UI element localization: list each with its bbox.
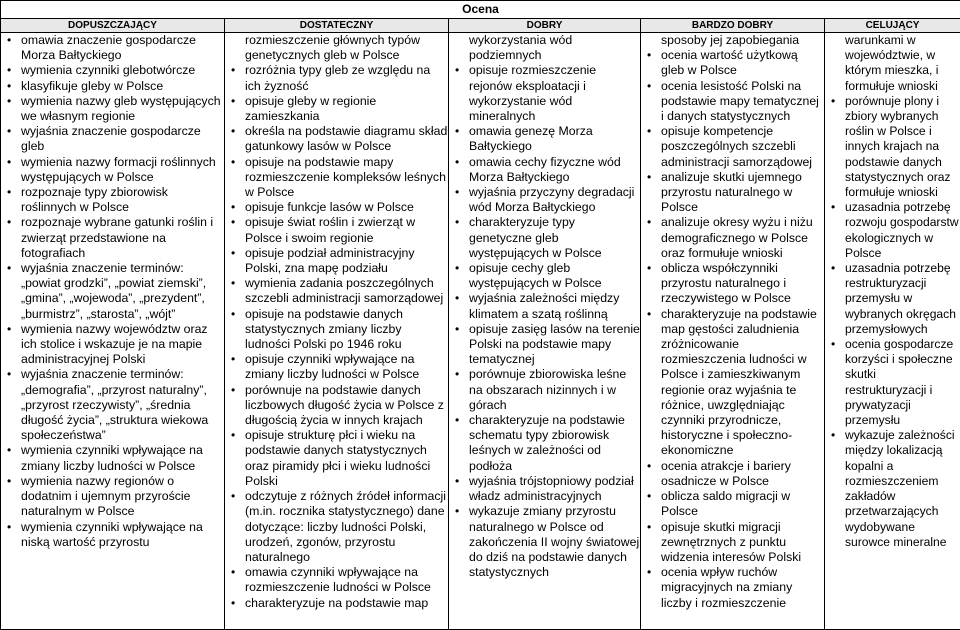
criterion-item: • charakteryzuje na podstawie map gęstości zaludnienia zróżnicowanie rozmieszczenia ludności w Polsce i zamieszkiwanym regionie oraz wyjaśnia te różnice, uwzględniając czynniki przyrodnicze, historyczne i społeczno-ekonomiczne bbox=[645, 307, 824, 459]
criterion-item: • wymienia czynniki wpływające na zmiany liczby ludności w Polsce bbox=[5, 443, 224, 473]
criterion-item: • wyjaśnia znaczenie terminów: „powiat grodzki”, „powiat ziemski”, „gmina”, „wojewoda”, „prezydent”, „burmistrz”, „starosta”, „wójt” bbox=[5, 261, 224, 322]
criterion-item: • charakteryzuje typy genetyczne gleb występujących w Polsce bbox=[453, 215, 640, 261]
header-celujacy: CELUJĄCY bbox=[825, 19, 960, 33]
criterion-item: • charakteryzuje na podstawie map bbox=[229, 596, 448, 611]
criterion-item: • porównuje zbiorowiska leśne na obszarach nizinnych i w górach bbox=[453, 367, 640, 413]
header-dopuszczajacy: DOPUSZCZAJĄCY bbox=[1, 19, 225, 33]
criterion-item: • opisuje na podstawie danych statystycznych zmiany liczby ludności Polski po 1946 roku bbox=[229, 307, 448, 353]
criterion-item: • określa na podstawie diagramu skład gatunkowy lasów w Polsce bbox=[229, 124, 448, 154]
criterion-item: • opisuje świat roślin i zwierząt w Polsce i swoim regionie bbox=[229, 215, 448, 245]
criterion-item: • opisuje na podstawie mapy rozmieszczenie kompleksów leśnych w Polsce bbox=[229, 155, 448, 201]
criterion-item: • wymienia nazwy formacji roślinnych występujących w Polsce bbox=[5, 155, 224, 185]
column-dopuszczajacy bbox=[1, 33, 225, 630]
criterion-item: • wyjaśnia znaczenie gospodarcze gleb bbox=[5, 124, 224, 154]
criterion-item: • analizuje okresy wyżu i niżu demograficznego w Polsce oraz formułuje wnioski bbox=[645, 215, 824, 261]
criteria-list bbox=[1, 33, 224, 550]
criterion-item: • charakteryzuje na podstawie schematu typy zbiorowisk leśnych w zależności od podłoża bbox=[453, 413, 640, 474]
criterion-item: • oblicza współczynniki przyrostu naturalnego i rzeczywistego w Polsce bbox=[645, 261, 824, 307]
criterion-item: • omawia znaczenie gospodarcze Morza Bałtyckiego bbox=[5, 33, 224, 63]
criterion-item: • wymienia nazwy województw oraz ich stolice i wskazuje je na mapie administracyjnej Polski bbox=[5, 322, 224, 368]
criterion-item: • opisuje funkcje lasów w Polsce bbox=[229, 200, 448, 215]
criterion-item: • ocenia atrakcje i bariery osadnicze w Polsce bbox=[645, 459, 824, 489]
criterion-item: • klasyfikuje gleby w Polsce bbox=[5, 79, 224, 94]
criterion-item: • wykazuje zmiany przyrostu naturalnego w Polsce od zakończenia II wojny światowej do dziś na podstawie danych statystycznych bbox=[453, 504, 640, 580]
criterion-item: • opisuje cechy gleb występujących w Polsce bbox=[453, 261, 640, 291]
criterion-item: • ocenia wartość użytkową gleb w Polsce bbox=[645, 48, 824, 78]
criterion-item: • rozróżnia typy gleb ze względu na ich żyzność bbox=[229, 63, 448, 93]
criterion-item: warunkami w województwie, w którym mieszka, i formułuje wnioski bbox=[829, 33, 960, 94]
criterion-item: • wymienia czynniki wpływające na niską wartość przyrostu bbox=[5, 520, 224, 550]
criterion-item: • porównuje na podstawie danych liczbowych długość życia w Polsce z długością życia w innych krajach bbox=[229, 383, 448, 429]
column-celujacy bbox=[825, 33, 960, 630]
header-dobry: DOBRY bbox=[449, 19, 641, 33]
criterion-item: • rozpoznaje typy zbiorowisk roślinnych w Polsce bbox=[5, 185, 224, 215]
criterion-item: • ocenia lesistość Polski na podstawie mapy tematycznej i danych statystycznych bbox=[645, 79, 824, 125]
criterion-item: • wymienia nazwy gleb występujących we własnym regionie bbox=[5, 94, 224, 124]
criterion-item: sposoby jej zapobiegania bbox=[645, 33, 824, 48]
header-dostateczny: DOSTATECZNY bbox=[225, 19, 449, 33]
criterion-item: • uzasadnia potrzebę rozwoju gospodarstw ekologicznych w Polsce bbox=[829, 200, 960, 261]
criterion-item: • uzasadnia potrzebę restrukturyzacji przemysłu w wybranych okręgach przemysłowych bbox=[829, 261, 960, 337]
criterion-item: • opisuje skutki migracji zewnętrznych z punktu widzenia interesów Polski bbox=[645, 520, 824, 566]
criterion-item: • wyjaśnia przyczyny degradacji wód Morza Bałtyckiego bbox=[453, 185, 640, 215]
criterion-item: • wyjaśnia trójstopniowy podział władz administracyjnych bbox=[453, 474, 640, 504]
criterion-item: • opisuje strukturę płci i wieku na podstawie danych statystycznych oraz piramidy płci i wieku ludności Polski bbox=[229, 428, 448, 489]
criterion-item: • analizuje skutki ujemnego przyrostu naturalnego w Polsce bbox=[645, 170, 824, 216]
criterion-item: • wyjaśnia znaczenie terminów: „demografia”, „przyrost naturalny”, „przyrost rzeczywisty”, „średnia długość życia”, „struktura wiekowa społeczeństwa” bbox=[5, 367, 224, 443]
criterion-item: • wyjaśnia zależności między klimatem a szatą roślinną bbox=[453, 291, 640, 321]
criterion-item: • opisuje kompetencje poszczególnych szczebli administracji samorządowej bbox=[645, 124, 824, 170]
column-dostateczny bbox=[225, 33, 449, 630]
criterion-item: • omawia genezę Morza Bałtyckiego bbox=[453, 124, 640, 154]
criterion-item: • opisuje rozmieszczenie rejonów eksploatacji i wykorzystanie wód mineralnych bbox=[453, 63, 640, 124]
criteria-list bbox=[225, 33, 448, 611]
criterion-item: • opisuje czynniki wpływające na zmiany liczby ludności w Polsce bbox=[229, 352, 448, 382]
criterion-item: rozmieszczenie głównych typów genetycznych gleb w Polsce bbox=[229, 33, 448, 63]
header-bardzo-dobry: BARDZO DOBRY bbox=[641, 19, 825, 33]
criterion-item: • opisuje gleby w regionie zamieszkania bbox=[229, 94, 448, 124]
criterion-item: • wymienia nazwy regionów o dodatnim i ujemnym przyroście naturalnym w Polsce bbox=[5, 474, 224, 520]
criterion-item: • wykazuje zależności między lokalizacją kopalni a rozmieszczeniem zakładów przetwarzających wydobywane surowce mineralne bbox=[829, 428, 960, 550]
column-bardzo-dobry bbox=[641, 33, 825, 630]
criterion-item: • oblicza saldo migracji w Polsce bbox=[645, 489, 824, 519]
criteria-list bbox=[641, 33, 824, 611]
criterion-item: • opisuje podział administracyjny Polski, zna mapę podziału bbox=[229, 246, 448, 276]
criterion-item: • ocenia gospodarcze korzyści i społeczne skutki restrukturyzacji i prywatyzacji przemysłu bbox=[829, 337, 960, 428]
table-title: Ocena bbox=[1, 1, 960, 19]
criterion-item: wykorzystania wód podziemnych bbox=[453, 33, 640, 63]
criterion-item: • omawia cechy fizyczne wód Morza Bałtyckiego bbox=[453, 155, 640, 185]
criterion-item: • wymienia zadania poszczególnych szczebli administracji samorządowej bbox=[229, 276, 448, 306]
criteria-list bbox=[449, 33, 640, 580]
criterion-item: • wymienia czynniki glebotwórcze bbox=[5, 63, 224, 78]
criterion-item: • omawia czynniki wpływające na rozmieszczenie ludności w Polsce bbox=[229, 565, 448, 595]
criterion-item: • opisuje zasięg lasów na terenie Polski na podstawie mapy tematycznej bbox=[453, 322, 640, 368]
criterion-item: • ocenia wpływ ruchów migracyjnych na zmiany liczby i rozmieszczenie bbox=[645, 565, 824, 611]
criterion-item: • odczytuje z różnych źródeł informacji (m.in. rocznika statystycznego) dane dotyczące: liczby ludności Polski, urodzeń, zgonów, przyrostu naturalnego bbox=[229, 489, 448, 565]
criterion-item: • porównuje plony i zbiory wybranych roślin w Polsce i innych krajach na podstawie danych statystycznych oraz formułuje wnioski bbox=[829, 94, 960, 200]
criterion-item: • rozpoznaje wybrane gatunki roślin i zwierząt przedstawione na fotografiach bbox=[5, 215, 224, 261]
column-dobry bbox=[449, 33, 641, 630]
criteria-list bbox=[825, 33, 960, 550]
